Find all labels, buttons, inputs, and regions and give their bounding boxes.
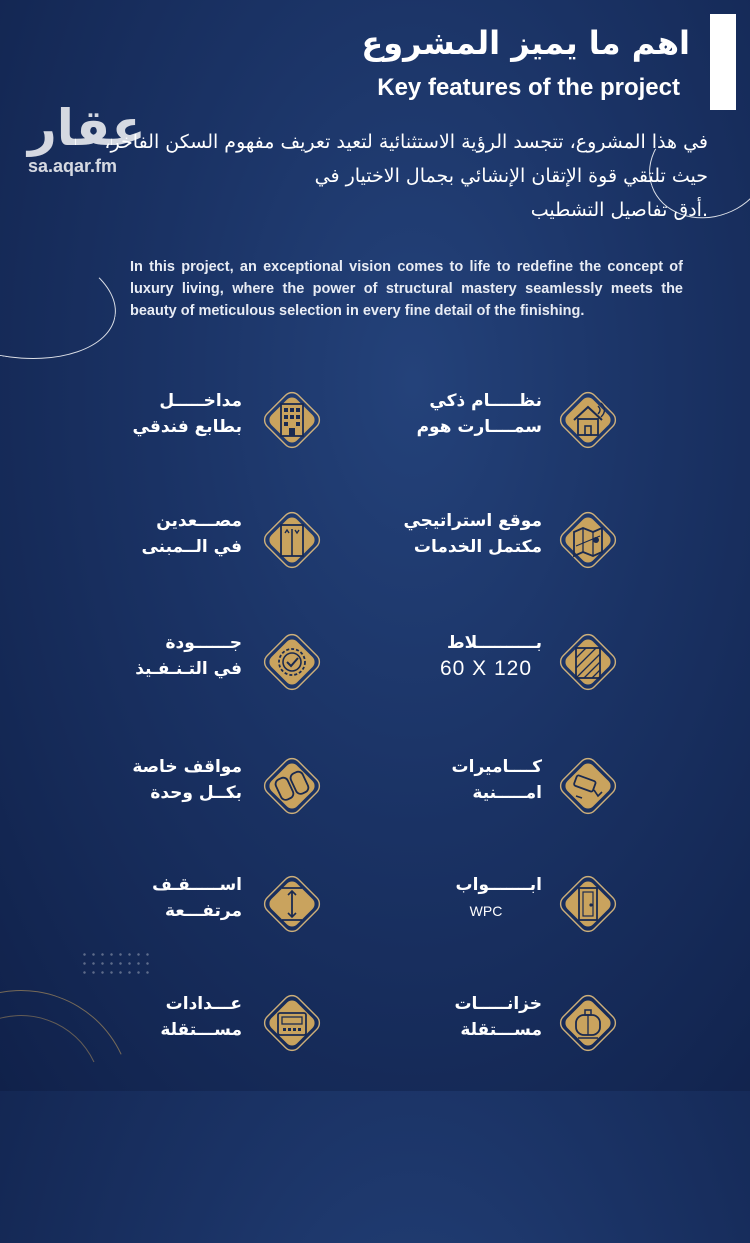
watermark-brand: عقار xyxy=(28,99,146,157)
feature-label-line1: مداخـــــل xyxy=(159,391,242,411)
feature-item xyxy=(416,382,630,458)
intro-paragraph-english: In this project, an exceptional vision comes to life to redefine the concept of luxury living, where the power of structural mastery seamlessly meets the beauty of meticulous selection in every fine detail of the finishing. xyxy=(130,259,683,319)
feature-label-line1: بــــــــــلاط xyxy=(446,633,542,653)
feature-label xyxy=(416,388,542,440)
feature-label-line2: في التـنـفـيذ xyxy=(135,659,242,679)
intro-arabic-text-end: .أدق تفاصيل التشطيب xyxy=(530,199,708,221)
hotel-building-icon xyxy=(254,382,330,458)
intro-paragraph-arabic xyxy=(88,125,708,227)
feature-label-line1: ابـــــــواب xyxy=(455,875,542,895)
intro-arabic-text: في هذا المشروع، تتجسد الرؤية الاستثنائية لتعيد تعريف مفهوم السكن الفاخر، حيث تلتقي قوة الإتقان الإنشائي بجمال الاختيار في xyxy=(104,131,708,187)
feature-item xyxy=(403,502,630,578)
feature-item xyxy=(130,382,330,458)
feature-label xyxy=(430,872,542,924)
feature-label-line2: سمــــارت هوم xyxy=(416,417,542,437)
feature-label xyxy=(403,508,542,560)
feature-item xyxy=(130,866,330,942)
feature-item xyxy=(130,502,330,578)
feature-label-line1: كــــاميرات xyxy=(451,757,542,777)
meter-icon xyxy=(254,985,330,1061)
feature-label-line1: مصـــعدين xyxy=(156,511,242,531)
feature-label-line2: مكتمل الخدمات xyxy=(413,537,542,557)
feature-item xyxy=(130,985,330,1061)
parking-cars-icon xyxy=(254,748,330,824)
elevator-icon xyxy=(254,502,330,578)
feature-label xyxy=(130,388,242,440)
feature-label-line1: جــــــودة xyxy=(165,633,242,653)
door-icon xyxy=(550,866,626,942)
feature-label-line2: بكــل وحدة xyxy=(150,783,242,803)
feature-label-line1: مواقف خاصة xyxy=(132,757,242,777)
feature-label-line2: مســـتقلة xyxy=(160,1020,242,1040)
feature-label xyxy=(430,754,542,806)
feature-label-line2: WPC xyxy=(469,903,503,919)
feature-label xyxy=(130,991,242,1043)
water-tank-icon xyxy=(550,985,626,1061)
ceiling-height-icon xyxy=(254,866,330,942)
feature-label xyxy=(130,872,242,924)
feature-item xyxy=(430,985,630,1061)
feature-label-line2: مســـتقلة xyxy=(460,1020,542,1040)
feature-label xyxy=(130,754,242,806)
feature-label xyxy=(430,630,542,682)
map-location-icon xyxy=(550,502,626,578)
tiles-icon xyxy=(550,624,626,700)
feature-label xyxy=(130,508,242,560)
quality-badge-icon xyxy=(254,624,330,700)
feature-label-line1: اســـــقـف xyxy=(152,875,242,895)
feature-label-line1: خزانـــــات xyxy=(454,994,542,1014)
feature-label-line2: بطابع فندقي xyxy=(132,417,242,437)
feature-label-line1: عـــدادات xyxy=(165,994,242,1014)
white-corner-tab xyxy=(710,14,736,110)
watermark-url: sa.aqar.fm xyxy=(28,156,118,176)
feature-item xyxy=(130,748,330,824)
feature-item xyxy=(430,748,630,824)
feature-item xyxy=(430,866,630,942)
feature-label-line2: 60 X 120 xyxy=(439,657,533,680)
page-title-arabic: اهم ما يميز المشروع xyxy=(361,24,690,62)
feature-item xyxy=(130,624,330,700)
feature-item xyxy=(430,624,630,700)
feature-label-line1: نظـــــام ذكي xyxy=(429,391,542,411)
feature-label-line2: مرتفـــعة xyxy=(164,901,242,921)
security-camera-icon xyxy=(550,748,626,824)
feature-label-line2: في الــمبنى xyxy=(141,537,242,557)
feature-label xyxy=(430,991,542,1043)
smart-home-icon xyxy=(550,382,626,458)
page-title-english: Key features of the project xyxy=(377,74,680,101)
feature-label xyxy=(130,630,242,682)
feature-label-line2: امـــــنية xyxy=(472,783,542,803)
decorative-dots xyxy=(80,950,150,980)
feature-label-line1: موقع استراتيجي xyxy=(403,511,542,531)
decorative-arc xyxy=(0,222,126,374)
